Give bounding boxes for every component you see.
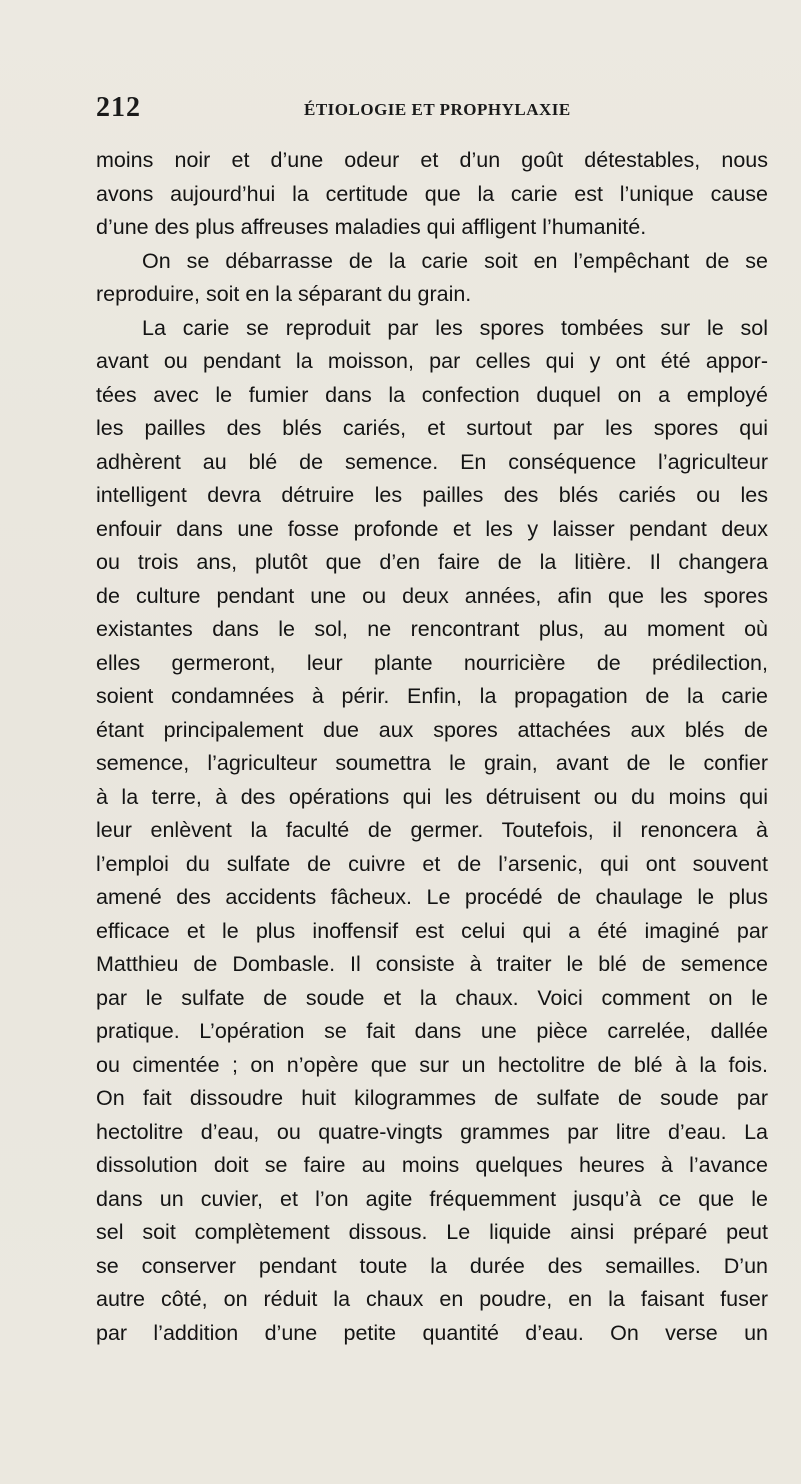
text-line: sel soit complètement dissous. Le liquide ainsi préparé peut [96,1216,768,1250]
running-head: ÉTIOLOGIE ET PROPHYLAXIE [304,100,571,120]
text-line: elles germeront, leur plante nourricière de prédilection, [96,647,768,681]
text-line: leur enlèvent la faculté de germer. Toutefois, il renoncera à [96,814,768,848]
text-line: avant ou pendant la moisson, par celles qui y ont été appor- [96,345,768,379]
text-line: Matthieu de Dombasle. Il consiste à traiter le blé de semence [96,948,768,982]
text-line: semence, l’agriculteur soumettra le grain, avant de le confier [96,747,768,781]
text-line: hectolitre d’eau, ou quatre-vingts grammes par litre d’eau. La [96,1116,768,1150]
text-line: existantes dans le sol, ne rencontrant plus, au moment où [96,613,768,647]
text-line: moins noir et d’une odeur et d’un goût détestables, nous [96,144,768,178]
text-line: On se débarrasse de la carie soit en l’empêchant de se [96,245,768,279]
paragraph [96,245,768,312]
text-line: ou cimentée ; on n’opère que sur un hectolitre de blé à la fois. [96,1049,768,1083]
text-line: reproduire, soit en la séparant du grain. [96,278,768,312]
text-body [96,144,768,1484]
text-line: de culture pendant une ou deux années, afin que les spores [96,580,768,614]
text-line [96,1451,768,1484]
text-line: pratique. L’opération se fait dans une pièce carrelée, dallée [96,1015,768,1049]
text-line: par le sulfate de soude et la chaux. Voici comment on le [96,982,768,1016]
text-line: l’emploi du sulfate de cuivre et de l’arsenic, qui ont souvent [96,848,768,882]
text-line: se conserver pendant toute la durée des semailles. D’un [96,1250,768,1284]
text-line: d’une des plus affreuses maladies qui affligent l’humanité. [96,211,768,245]
text-line: étant principalement due aux spores attachées aux blés de [96,714,768,748]
text-line [96,1350,768,1384]
text-line: intelligent devra détruire les pailles des blés cariés ou les [96,479,768,513]
text-line: adhèrent au blé de semence. En conséquence l’agriculteur [96,446,768,480]
text-line: dans un cuvier, et l’on agite fréquemment jusqu’à ce que le [96,1183,768,1217]
text-line: les pailles des blés cariés, et surtout par les spores qui [96,412,768,446]
text-line: enfouir dans une fosse profonde et les y laisser pendant deux [96,513,768,547]
text-line: La carie se reproduit par les spores tombées sur le sol [96,312,768,346]
page-header [96,92,776,132]
text-line: dissolution doit se faire au moins quelques heures à l’avance [96,1149,768,1183]
text-line: tées avec le fumier dans la confection duquel on a employé [96,379,768,413]
text-line: soient condamnées à périr. Enfin, la propagation de la carie [96,680,768,714]
page-number: 212 [96,92,141,124]
text-line: ou trois ans, plutôt que d’en faire de la litière. Il changera [96,546,768,580]
text-line: amené des accidents fâcheux. Le procédé de chaulage le plus [96,881,768,915]
text-line [96,1417,768,1451]
paragraph [96,312,768,1484]
text-line: efficace et le plus inoffensif est celui qui a été imaginé par [96,915,768,949]
text-line: On fait dissoudre huit kilogrammes de sulfate de soude par [96,1082,768,1116]
text-line: par l’addition d’une petite quantité d’eau. On verse un [96,1317,768,1351]
text-line: à la terre, à des opérations qui les détruisent ou du moins qui [96,781,768,815]
text-line: autre côté, on réduit la chaux en poudre, en la faisant fuser [96,1283,768,1317]
text-line: avons aujourd’hui la certitude que la carie est l’unique cause [96,178,768,212]
paragraph [96,144,768,245]
text-line [96,1384,768,1418]
